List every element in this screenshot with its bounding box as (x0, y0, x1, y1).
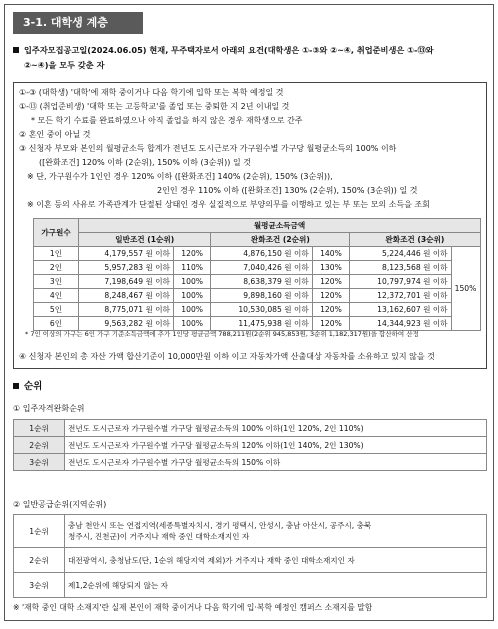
table-row: 1순위 전년도 도시근로자 가구원수별 가구당 월평균소득의 100% 이하(1인 120%, 2인 110%) (14, 420, 487, 437)
income-table-note: * 7인 이상의 가구는 6인 가구 기준소득금액에 추가 1인당 평균금액 788,211원(2순위 945,853원, 3순위 1,182,317원)을 합산하여 산정 (25, 330, 419, 338)
rank-heading: 순위 (13, 381, 42, 392)
footnote: ※ '재학 중인 대학 소재지'란 실제 본인이 재학 중이거나 다음 학기에 입·복학 예정인 캠퍼스 소재지를 말함 (13, 603, 373, 612)
req-income-1person: ※ 단, 가구원수가 1인인 경우 120% 이하 ([완화조건] 140% (2순위), 150% (3순위)), (27, 172, 333, 181)
table-row: 4인 8,248,467 원 이하 100% 9,898,160 원 이하 120% 12,372,701 원 이하 (34, 289, 481, 303)
header-relaxed-2: 완화조건 (2순위) (211, 233, 350, 247)
rank-sub-1: ① 입주자격완화순위 (13, 404, 85, 413)
table-row: 3순위 전년도 도시근로자 가구원수별 가구당 월평균소득의 150% 이하 (14, 454, 487, 471)
income-table (33, 218, 481, 331)
intro-line-2: ②~④)을 모두 갖춘 자 (24, 60, 105, 70)
section-title: 3-1. 대학생 계층 (13, 12, 143, 34)
intro-line-1: 입주자모집공고일(2024.06.05) 현재, 무주택자로서 아래의 요건(대학생은 ①-③와 ②~④, 취업준비생은 ①-⑬와 (13, 45, 434, 56)
table-row: 1인 4,179,557 원 이하 120% 4,876,150 원 이하 140% 5,224,446 원 이하 150% (34, 247, 481, 261)
table-row: 2인 5,957,283 원 이하 110% 7,040,426 원 이하 130% 8,123,568 원 이하 (34, 261, 481, 275)
square-bullet-icon (13, 383, 19, 389)
req-assets: ④ 신청자 본인의 총 자산 가액 합산기준이 10,000만원 이하 이고 자동차가액 산출대상 자동차를 소유하고 있지 않을 것 (19, 352, 435, 361)
req-jobseeker: ①-⑬ (취업준비생) '대학 또는 고등학교'를 졸업 또는 중퇴한 지 2년 이내일 것 (19, 102, 290, 111)
req-income-2person: 2인인 경우 110% 이하 ([완화조건] 130% (2순위), 150% (3순위)) 일 것 (157, 186, 418, 195)
header-members: 가구원수 (34, 219, 79, 247)
table-row: 3순위 제1,2순위에 해당되지 않는 자 (14, 573, 487, 598)
pct-150: 150% (451, 247, 480, 331)
regional-rank-table (13, 514, 487, 598)
header-general: 일반조건 (1순위) (79, 233, 211, 247)
qualification-rank-table (13, 419, 487, 471)
req-note: * 모든 학기 수료를 완료하였으나 아직 졸업을 하지 않은 경우 재학생으로 간주 (31, 116, 303, 125)
header-income: 월평균소득금액 (79, 219, 481, 233)
rank-sub-2: ② 일반공급순위(지역순위) (13, 500, 107, 509)
table-row: 2순위 대전광역시, 충청남도(단, 1순위 해당지역 제외)가 거주지나 재학 중인 대학소재지인 자 (14, 548, 487, 573)
table-row: 1순위 충남 천안시 또는 연접지역(세종특별자치시, 경기 평택시, 안성시, 충남 아산시, 공주시, 충북 청주시, 진천군)이 거주지나 재학 중인 대학소재지인 자 (14, 515, 487, 548)
table-row: 2순위 전년도 도시근로자 가구원수별 가구당 월평균소득의 120% 이하(1인 140%, 2인 130%) (14, 437, 487, 454)
square-bullet-icon (13, 47, 19, 53)
header-relaxed-3: 완화조건 (3순위) (350, 233, 480, 247)
req-income: ③ 신청자 부모와 본인의 월평균소득 합계가 전년도 도시근로자 가구원수별 가구당 월평균소득의 100% 이하 (19, 144, 397, 153)
req-divorce-note: ※ 이혼 등의 사유로 가족관계가 단절된 상태인 경우 실질적으로 부양의무를 이행하고 있는 부 또는 모의 소득을 조회 (27, 200, 430, 209)
req-unmarried: ② 혼인 중이 아닐 것 (19, 130, 91, 139)
table-row: 3인 7,198,649 원 이하 100% 8,638,379 원 이하 120% 10,797,974 원 이하 (34, 275, 481, 289)
table-row: 6인 9,563,282 원 이하 100% 11,475,938 원 이하 120% 14,344,923 원 이하 (34, 317, 481, 331)
table-row: 5인 8,775,071 원 이하 100% 10,530,085 원 이하 120% 13,162,607 원 이하 (34, 303, 481, 317)
document-page (4, 4, 494, 621)
req-income-relaxed: ([완화조건] 120% 이하 (2순위), 150% 이하 (3순위)) 일 것 (39, 158, 251, 167)
req-student: ①-③ (대학생) '대학'에 재학 중이거나 다음 학기에 입학 또는 복학 예정일 것 (19, 88, 284, 97)
